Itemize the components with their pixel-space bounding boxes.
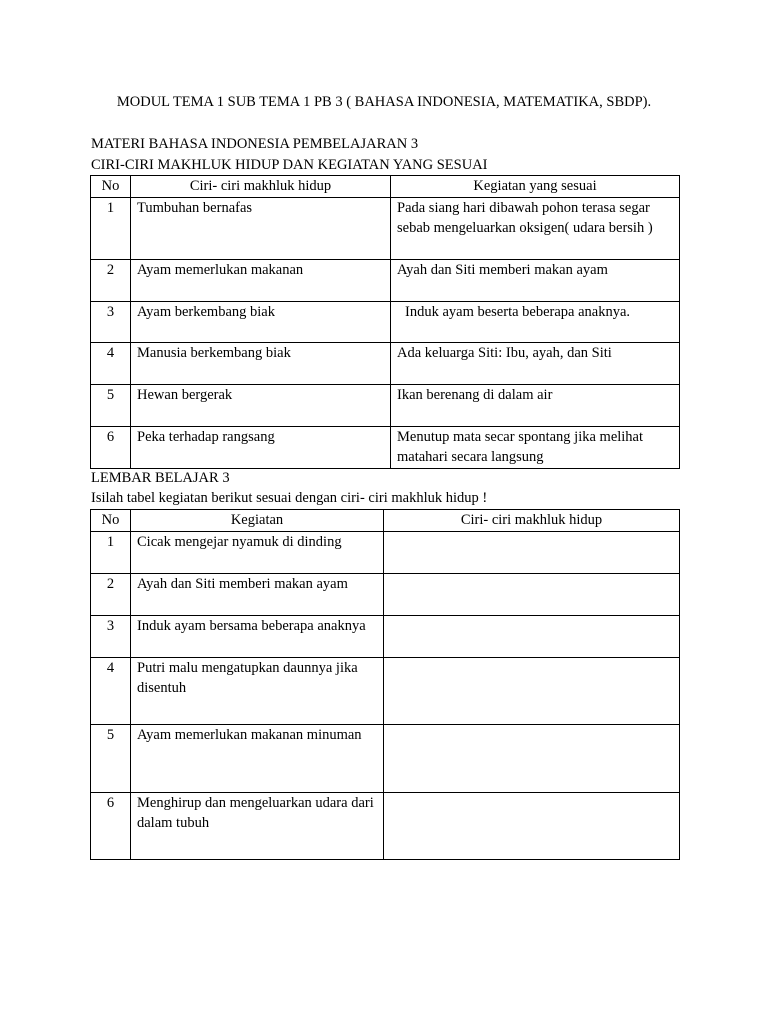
section1-title: MATERI BAHASA INDONESIA PEMBELAJARAN 3 (91, 136, 419, 152)
row-kegiatan: Ayah dan Siti memberi makan ayam (391, 260, 680, 302)
table-row (91, 658, 680, 725)
table-row (91, 616, 680, 658)
table-row (91, 343, 680, 385)
table-row (91, 725, 680, 793)
row-ciri: Ayam berkembang biak (131, 302, 391, 343)
table-row (91, 532, 680, 574)
document-header: MODUL TEMA 1 SUB TEMA 1 PB 3 ( BAHASA INDONESIA, MATEMATIKA, SBDP). (116, 94, 652, 110)
worksheet-table (90, 509, 680, 860)
table-row (91, 574, 680, 616)
answer-cell[interactable] (384, 725, 680, 793)
column-header-no: No (91, 510, 131, 532)
row-ciri: Tumbuhan bernafas (131, 198, 391, 260)
column-header-ciri: Ciri- ciri makhluk hidup (131, 176, 391, 198)
answer-cell[interactable] (384, 658, 680, 725)
row-number: 3 (91, 616, 131, 658)
column-header-no: No (91, 176, 131, 198)
row-kegiatan: Ikan berenang di dalam air (391, 385, 680, 427)
row-ciri: Manusia berkembang biak (131, 343, 391, 385)
answer-cell[interactable] (384, 574, 680, 616)
row-number: 1 (91, 198, 131, 260)
row-number: 3 (91, 302, 131, 343)
row-kegiatan: Ayam memerlukan makanan minuman (131, 725, 384, 793)
row-kegiatan: Putri malu mengatupkan daunnya jika disentuh (131, 658, 384, 725)
row-ciri: Peka terhadap rangsang (131, 427, 391, 469)
row-kegiatan: Induk ayam beserta beberapa anaknya. (391, 302, 680, 343)
table-row (91, 260, 680, 302)
table-row (91, 793, 680, 860)
answer-cell[interactable] (384, 532, 680, 574)
table-header-row (91, 510, 680, 532)
row-number: 4 (91, 343, 131, 385)
row-kegiatan: Ada keluarga Siti: Ibu, ayah, dan Siti (391, 343, 680, 385)
row-kegiatan: Menghirup dan mengeluarkan udara dari dalam tubuh (131, 793, 384, 860)
row-ciri: Hewan bergerak (131, 385, 391, 427)
row-number: 5 (91, 385, 131, 427)
table-row (91, 427, 680, 469)
column-header-kegiatan: Kegiatan (131, 510, 384, 532)
answer-cell[interactable] (384, 793, 680, 860)
table-row (91, 302, 680, 343)
row-kegiatan: Menutup mata secar spontang jika melihat matahari secara langsung (391, 427, 680, 469)
row-number: 2 (91, 260, 131, 302)
table-row (91, 198, 680, 260)
row-number: 4 (91, 658, 131, 725)
table-header-row (91, 176, 680, 198)
column-header-kegiatan: Kegiatan yang sesuai (391, 176, 680, 198)
table-row (91, 385, 680, 427)
column-header-ciri: Ciri- ciri makhluk hidup (384, 510, 680, 532)
section2-instruction: Isilah tabel kegiatan berikut sesuai dengan ciri- ciri makhluk hidup ! (91, 490, 488, 506)
row-kegiatan: Pada siang hari dibawah pohon terasa segar sebab mengeluarkan oksigen( udara bersih ) (391, 198, 680, 260)
row-number: 1 (91, 532, 131, 574)
row-number: 5 (91, 725, 131, 793)
section1-subtitle: CIRI-CIRI MAKHLUK HIDUP DAN KEGIATAN YANG SESUAI (91, 157, 488, 173)
section2-title: LEMBAR BELAJAR 3 (91, 470, 230, 486)
row-number: 2 (91, 574, 131, 616)
row-kegiatan: Induk ayam bersama beberapa anaknya (131, 616, 384, 658)
material-table (90, 175, 680, 469)
row-kegiatan: Cicak mengejar nyamuk di dinding (131, 532, 384, 574)
row-number: 6 (91, 427, 131, 469)
row-number: 6 (91, 793, 131, 860)
row-kegiatan: Ayah dan Siti memberi makan ayam (131, 574, 384, 616)
row-ciri: Ayam memerlukan makanan (131, 260, 391, 302)
answer-cell[interactable] (384, 616, 680, 658)
